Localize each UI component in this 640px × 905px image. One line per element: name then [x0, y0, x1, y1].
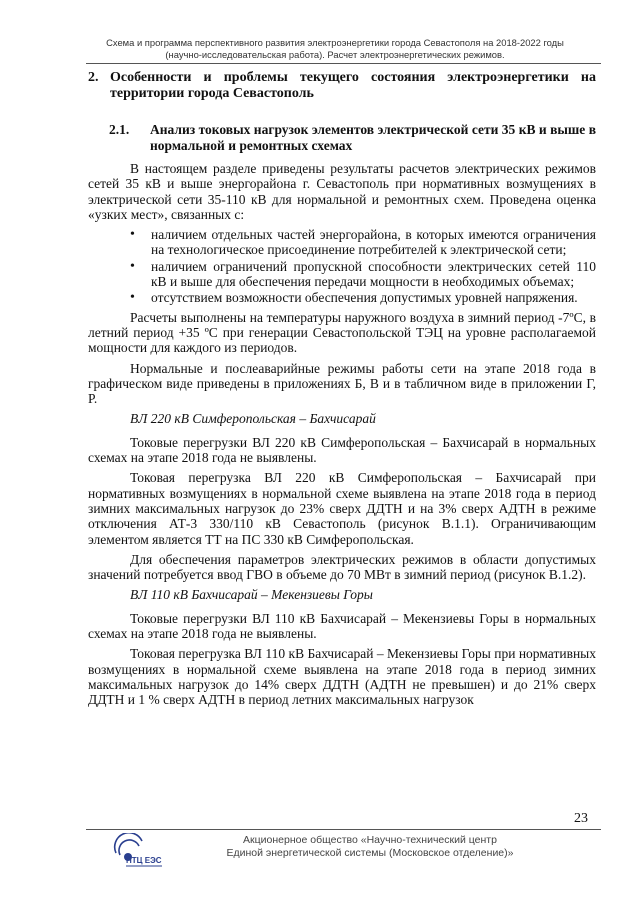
- section-heading: [88, 70, 596, 102]
- subsection-heading: [88, 122, 596, 153]
- footer-rule: [86, 829, 601, 830]
- line-110kv-paragraph-1: Токовые перегрузки ВЛ 110 кВ Бахчисарай – Мекензиевы Горы в нормальных схемах на этапе 2018 года не выявлены.: [88, 610, 596, 642]
- bullet-list: [88, 227, 596, 305]
- line-110kv-paragraph-2: Токовая перегрузка ВЛ 110 кВ Бахчисарай – Мекензиевы Горы при нормативных возмущениях в нормальной схеме выявлена на этапе 2018 года в период зимних максимальных нагрузок до 14% сверх ДДТН (АДТН не превышен) и до 21% сверх ДДТН и 1 % сверх АДТН в период летних максимальных нагрузок: [88, 646, 596, 708]
- subsection-number: 2.1.: [109, 122, 130, 137]
- line-220kv-paragraph-2: Токовая перегрузка ВЛ 220 кВ Симферопольская – Бахчисарай при нормативных возмущениях в нормальной схеме выявлена на этапе 2018 года в период зимних максимальных нагрузок до 23% сверх ДДТН и на 3% сверх АДТН в режиме отключения АТ-3 330/110 кВ Севастополь (рисунок В.1.1). Ограничивающим элементом является ТТ на ПС 330 кВ Симферопольская.: [88, 470, 596, 547]
- footer-line-1: Акционерное общество «Научно-технический центр: [243, 834, 497, 846]
- temperatures-paragraph: Расчеты выполнены на температуры наружного воздуха в зимний период -7ºС, в летний период +35 ºС при генерации Севастопольской ТЭЦ на уровне располагаемой мощности для каждого из периодов.: [88, 309, 596, 356]
- bullet-marker: •: [130, 227, 135, 243]
- bullet-text: наличием отдельных частей энергорайона, в которых имеются ограничения на технологическое присоединение потребителей к электрической сети;: [151, 227, 596, 258]
- line-220kv-heading: ВЛ 220 кВ Симферопольская – Бахчисарай: [130, 411, 376, 427]
- modes-paragraph: Нормальные и послеаварийные режимы работы сети на этапе 2018 года в графическом виде приведены в приложениях Б, В и в табличном виде в приложении Г, Р.: [88, 360, 596, 407]
- page-body: [88, 70, 596, 713]
- section-number: 2.: [88, 70, 99, 85]
- running-header-line-1: Схема и программа перспективного развития электроэнергетики города Севастополя на 2018-2022 годы: [106, 37, 564, 48]
- header-rule: [86, 63, 601, 64]
- line-220kv-paragraph-1: Токовые перегрузки ВЛ 220 кВ Симферопольская – Бахчисарай в нормальных схемах на этапе 2018 года не выявлены.: [88, 434, 596, 466]
- company-logo-icon: [112, 833, 166, 871]
- list-item: [88, 227, 596, 258]
- bullet-text: наличием ограничений пропускной способности электрических сетей 110 кВ и выше для обеспечения передачи мощности в необходимых объемах;: [151, 258, 596, 290]
- running-header: [70, 37, 600, 61]
- page-footer: [200, 834, 540, 860]
- section-title: Особенности и проблемы текущего состояния электроэнергетики на территории города Севастополь: [110, 70, 596, 101]
- list-item: [88, 259, 596, 290]
- running-header-line-2: (научно-исследовательская работа). Расчет электроэнергетических режимов.: [165, 49, 505, 60]
- svg-text:НТЦ ЕЭС: НТЦ ЕЭС: [126, 856, 162, 865]
- footer-line-2: Единой энергетической системы (Московское отделение)»: [226, 847, 514, 859]
- bullet-marker: •: [130, 290, 135, 306]
- bullet-marker: •: [130, 258, 135, 274]
- bullet-text: отсутствием возможности обеспечения допустимых уровней напряжения.: [151, 290, 578, 306]
- intro-paragraph: В настоящем разделе приведены результаты расчетов электрических режимов сетей 35 кВ и выше энергорайона г. Севастополь при нормативных возмущениях в электрической сети 35-110 кВ для нормальной и ремонтных схем. Проведена оценка «узких мест», связанных с:: [88, 161, 596, 222]
- subsection-title: Анализ токовых нагрузок элементов электрической сети 35 кВ и выше в нормальной и ремонтных схемах: [150, 122, 596, 153]
- list-item: [88, 290, 596, 305]
- line-110kv-heading: ВЛ 110 кВ Бахчисарай – Мекензиевы Горы: [130, 587, 373, 603]
- line-220kv-paragraph-3: Для обеспечения параметров электрических режимов в области допустимых значений потребуется ввод ГВО в объеме до 70 МВт в зимний период (рисунок В.1.2).: [88, 551, 596, 583]
- page-number: 23: [574, 811, 588, 826]
